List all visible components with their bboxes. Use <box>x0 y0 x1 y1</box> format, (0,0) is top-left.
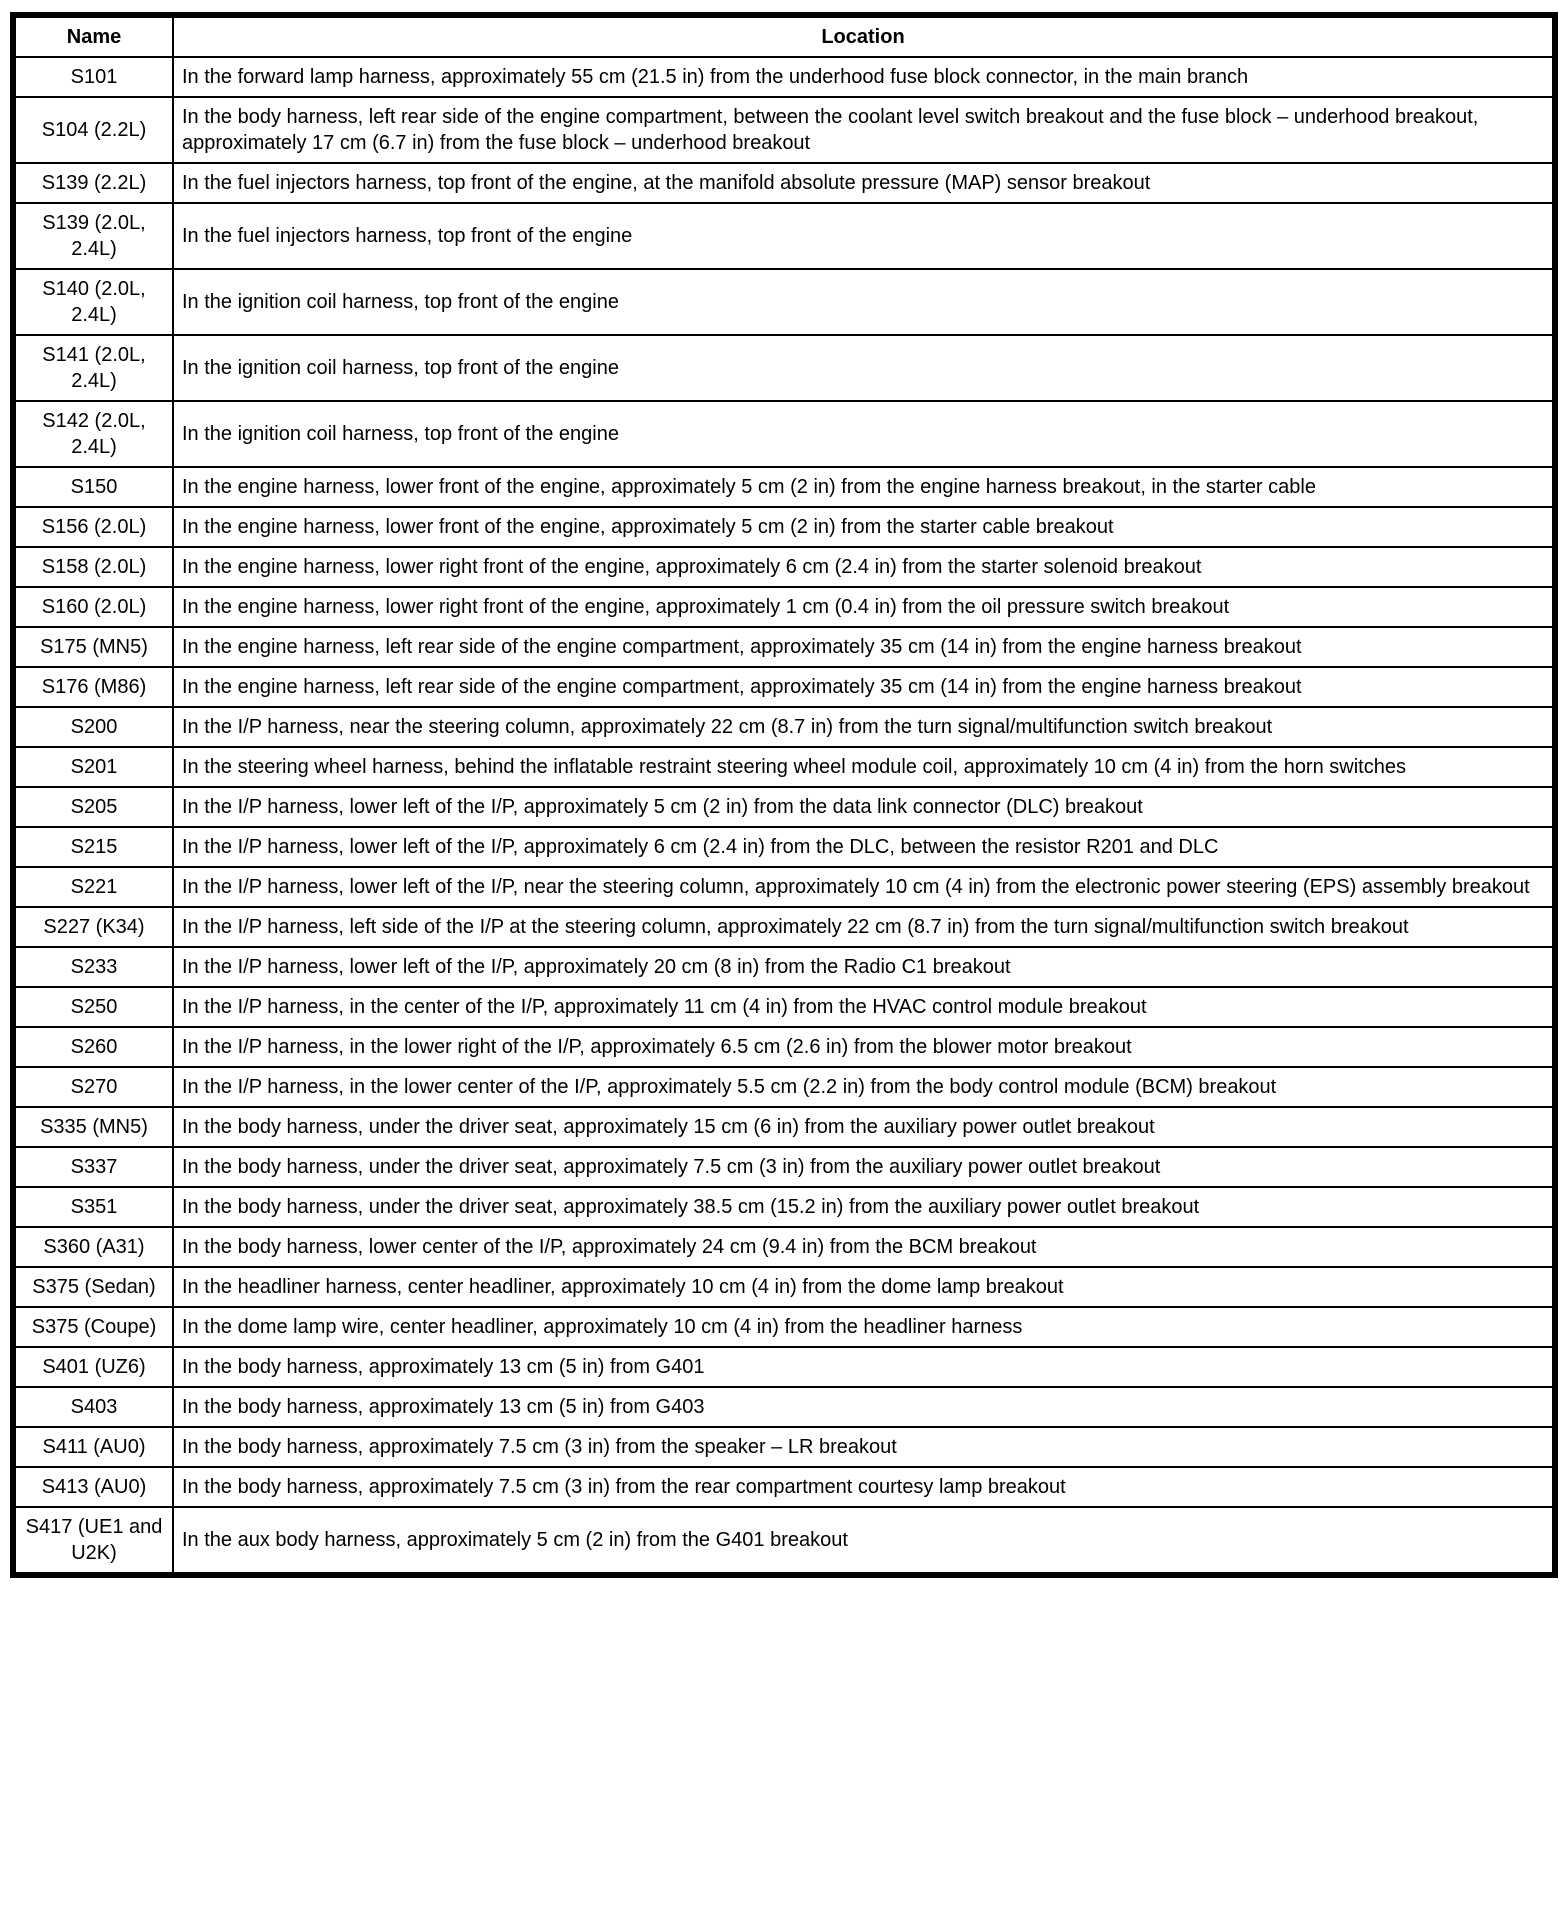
splice-location-cell: In the steering wheel harness, behind the inflatable restraint steering wheel module coil, approximately 10 cm (4 in) from the horn switches <box>173 747 1555 787</box>
splice-name-cell: S413 (AU0) <box>13 1467 173 1507</box>
splice-location-cell: In the engine harness, left rear side of the engine compartment, approximately 35 cm (14 in) from the engine harness breakout <box>173 627 1555 667</box>
splice-location-cell: In the body harness, under the driver seat, approximately 38.5 cm (15.2 in) from the auxiliary power outlet breakout <box>173 1187 1555 1227</box>
splice-location-cell: In the headliner harness, center headliner, approximately 10 cm (4 in) from the dome lamp breakout <box>173 1267 1555 1307</box>
splice-location-cell: In the engine harness, lower front of the engine, approximately 5 cm (2 in) from the starter cable breakout <box>173 507 1555 547</box>
splice-location-cell: In the body harness, left rear side of the engine compartment, between the coolant level switch breakout and the fuse block – underhood breakout, approximately 17 cm (6.7 in) from the fuse block – underhood breakout <box>173 97 1555 163</box>
splice-location-cell: In the I/P harness, lower left of the I/P, near the steering column, approximately 10 cm (4 in) from the electronic power steering (EPS) assembly breakout <box>173 867 1555 907</box>
splice-location-cell: In the body harness, approximately 13 cm (5 in) from G401 <box>173 1347 1555 1387</box>
table-row <box>13 1147 1555 1187</box>
table-row <box>13 1387 1555 1427</box>
splice-name-cell: S401 (UZ6) <box>13 1347 173 1387</box>
table-row <box>13 987 1555 1027</box>
table-row <box>13 547 1555 587</box>
splice-location-cell: In the body harness, under the driver seat, approximately 7.5 cm (3 in) from the auxiliary power outlet breakout <box>173 1147 1555 1187</box>
splice-name-cell: S215 <box>13 827 173 867</box>
splice-name-cell: S250 <box>13 987 173 1027</box>
table-row <box>13 1027 1555 1067</box>
splice-name-cell: S375 (Coupe) <box>13 1307 173 1347</box>
splice-name-cell: S351 <box>13 1187 173 1227</box>
splice-location-cell: In the ignition coil harness, top front of the engine <box>173 269 1555 335</box>
splice-name-cell: S260 <box>13 1027 173 1067</box>
splice-name-cell: S205 <box>13 787 173 827</box>
splice-name-cell: S337 <box>13 1147 173 1187</box>
splice-location-cell: In the I/P harness, lower left of the I/P, approximately 5 cm (2 in) from the data link connector (DLC) breakout <box>173 787 1555 827</box>
table-row <box>13 1307 1555 1347</box>
table-row <box>13 827 1555 867</box>
splice-name-cell: S160 (2.0L) <box>13 587 173 627</box>
splice-location-cell: In the I/P harness, in the center of the I/P, approximately 11 cm (4 in) from the HVAC control module breakout <box>173 987 1555 1027</box>
table-row <box>13 1347 1555 1387</box>
splice-location-cell: In the I/P harness, near the steering column, approximately 22 cm (8.7 in) from the turn signal/multifunction switch breakout <box>173 707 1555 747</box>
table-row <box>13 335 1555 401</box>
splice-name-cell: S101 <box>13 57 173 97</box>
splice-location-cell: In the I/P harness, in the lower center of the I/P, approximately 5.5 cm (2.2 in) from the body control module (BCM) breakout <box>173 1067 1555 1107</box>
location-column-header: Location <box>173 15 1555 57</box>
splice-location-cell: In the fuel injectors harness, top front of the engine, at the manifold absolute pressure (MAP) sensor breakout <box>173 163 1555 203</box>
table-row <box>13 1467 1555 1507</box>
splice-name-cell: S141 (2.0L, 2.4L) <box>13 335 173 401</box>
splice-name-cell: S233 <box>13 947 173 987</box>
splice-name-cell: S375 (Sedan) <box>13 1267 173 1307</box>
splice-name-cell: S176 (M86) <box>13 667 173 707</box>
table-row <box>13 1107 1555 1147</box>
splice-location-cell: In the body harness, approximately 13 cm (5 in) from G403 <box>173 1387 1555 1427</box>
splice-name-cell: S139 (2.0L, 2.4L) <box>13 203 173 269</box>
splice-location-cell: In the body harness, approximately 7.5 cm (3 in) from the rear compartment courtesy lamp breakout <box>173 1467 1555 1507</box>
splice-location-cell: In the I/P harness, lower left of the I/P, approximately 20 cm (8 in) from the Radio C1 breakout <box>173 947 1555 987</box>
table-row <box>13 507 1555 547</box>
table-row <box>13 907 1555 947</box>
splice-name-cell: S150 <box>13 467 173 507</box>
splice-name-cell: S411 (AU0) <box>13 1427 173 1467</box>
splice-name-cell: S104 (2.2L) <box>13 97 173 163</box>
splice-location-cell: In the engine harness, lower front of the engine, approximately 5 cm (2 in) from the engine harness breakout, in the starter cable <box>173 467 1555 507</box>
table-row <box>13 401 1555 467</box>
splice-location-cell: In the engine harness, left rear side of the engine compartment, approximately 35 cm (14 in) from the engine harness breakout <box>173 667 1555 707</box>
table-row <box>13 627 1555 667</box>
splice-name-cell: S335 (MN5) <box>13 1107 173 1147</box>
table-row <box>13 1427 1555 1467</box>
splice-name-cell: S417 (UE1 and U2K) <box>13 1507 173 1575</box>
table-row <box>13 587 1555 627</box>
table-row <box>13 947 1555 987</box>
splice-location-cell: In the engine harness, lower right front of the engine, approximately 6 cm (2.4 in) from the starter solenoid breakout <box>173 547 1555 587</box>
table-row <box>13 867 1555 907</box>
table-row <box>13 1187 1555 1227</box>
name-column-header: Name <box>13 15 173 57</box>
splice-location-cell: In the I/P harness, left side of the I/P at the steering column, approximately 22 cm (8.7 in) from the turn signal/multifunction switch breakout <box>173 907 1555 947</box>
splice-name-cell: S227 (K34) <box>13 907 173 947</box>
splice-name-cell: S200 <box>13 707 173 747</box>
table-row <box>13 269 1555 335</box>
splice-name-cell: S156 (2.0L) <box>13 507 173 547</box>
table-header <box>13 15 1555 57</box>
splice-location-cell: In the body harness, lower center of the I/P, approximately 24 cm (9.4 in) from the BCM breakout <box>173 1227 1555 1267</box>
splice-location-cell: In the ignition coil harness, top front of the engine <box>173 335 1555 401</box>
splice-name-cell: S270 <box>13 1067 173 1107</box>
splice-location-cell: In the dome lamp wire, center headliner, approximately 10 cm (4 in) from the headliner harness <box>173 1307 1555 1347</box>
splice-location-cell: In the forward lamp harness, approximately 55 cm (21.5 in) from the underhood fuse block connector, in the main branch <box>173 57 1555 97</box>
splice-name-cell: S175 (MN5) <box>13 627 173 667</box>
splice-name-cell: S221 <box>13 867 173 907</box>
splice-name-cell: S403 <box>13 1387 173 1427</box>
table-row <box>13 1227 1555 1267</box>
table-row <box>13 707 1555 747</box>
splice-location-table <box>10 12 1558 1578</box>
table-row <box>13 1067 1555 1107</box>
splice-name-cell: S201 <box>13 747 173 787</box>
splice-location-cell: In the ignition coil harness, top front of the engine <box>173 401 1555 467</box>
splice-location-cell: In the fuel injectors harness, top front of the engine <box>173 203 1555 269</box>
table-row <box>13 203 1555 269</box>
splice-location-cell: In the engine harness, lower right front of the engine, approximately 1 cm (0.4 in) from the oil pressure switch breakout <box>173 587 1555 627</box>
splice-location-cell: In the I/P harness, lower left of the I/P, approximately 6 cm (2.4 in) from the DLC, between the resistor R201 and DLC <box>173 827 1555 867</box>
splice-location-cell: In the aux body harness, approximately 5 cm (2 in) from the G401 breakout <box>173 1507 1555 1575</box>
table-row <box>13 97 1555 163</box>
table-row <box>13 747 1555 787</box>
table-row <box>13 57 1555 97</box>
splice-location-cell: In the body harness, approximately 7.5 cm (3 in) from the speaker – LR breakout <box>173 1427 1555 1467</box>
splice-name-cell: S360 (A31) <box>13 1227 173 1267</box>
splice-name-cell: S139 (2.2L) <box>13 163 173 203</box>
table-row <box>13 163 1555 203</box>
table-row <box>13 467 1555 507</box>
table-row <box>13 1507 1555 1575</box>
splice-location-cell: In the I/P harness, in the lower right of the I/P, approximately 6.5 cm (2.6 in) from the blower motor breakout <box>173 1027 1555 1067</box>
splice-name-cell: S142 (2.0L, 2.4L) <box>13 401 173 467</box>
splice-location-cell: In the body harness, under the driver seat, approximately 15 cm (6 in) from the auxiliary power outlet breakout <box>173 1107 1555 1147</box>
header-row <box>13 15 1555 57</box>
splice-name-cell: S140 (2.0L, 2.4L) <box>13 269 173 335</box>
table-row <box>13 787 1555 827</box>
table-row <box>13 1267 1555 1307</box>
table-body <box>13 57 1555 1575</box>
table-row <box>13 667 1555 707</box>
splice-name-cell: S158 (2.0L) <box>13 547 173 587</box>
